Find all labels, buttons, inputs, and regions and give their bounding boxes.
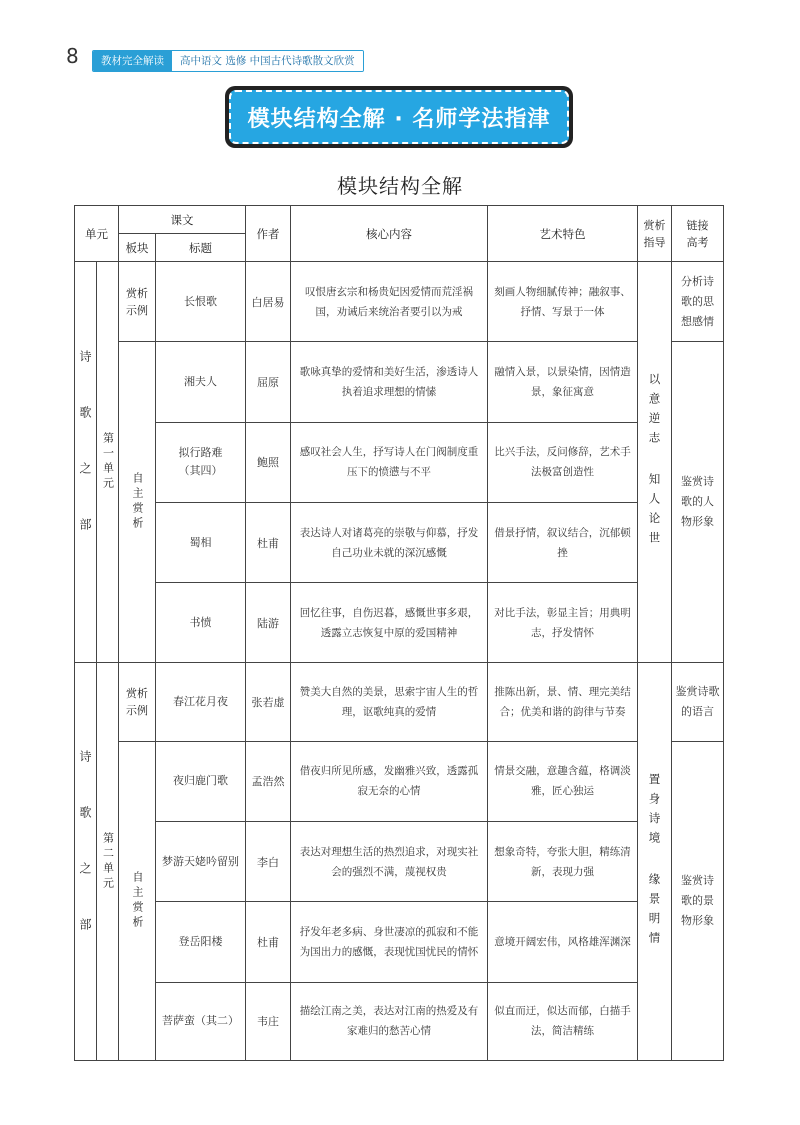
title-cell [156, 822, 246, 902]
author-cell: 李白 [246, 822, 291, 902]
unit-name: 第二单元 [101, 831, 115, 892]
guide-text: 以意逆志 知人论世 [647, 373, 662, 552]
block-label [119, 685, 155, 719]
link-line: 歌的思 [681, 294, 714, 308]
author-cell: 屈原 [246, 342, 291, 422]
table-row [75, 342, 724, 422]
poem-title: 长恨歌 [184, 294, 217, 308]
unit-name-cell [97, 262, 119, 663]
art-feature-cell: 似直而迂，似达而郁，白描手法，简洁精练 [488, 982, 638, 1060]
link-line: 想感情 [681, 314, 714, 328]
link-line: 鉴赏诗歌 [675, 685, 720, 699]
table-row [75, 902, 724, 982]
core-content-cell: 描绘江南之美，表达对江南的热爱及有家难归的愁苦心情 [291, 982, 488, 1060]
art-feature-cell: 对比手法，彰显主旨；用典明志，抒发情怀 [488, 583, 638, 663]
title-cell [156, 663, 246, 741]
poem-title: 菩萨蛮（其二） [162, 1014, 239, 1028]
block-label-line: 赏析 [126, 687, 148, 701]
author-cell: 韦庄 [246, 982, 291, 1060]
header-title: 标题 [156, 234, 246, 262]
part-name-cell [75, 262, 97, 663]
link-line: 分析诗 [681, 274, 714, 288]
title-cell [156, 422, 246, 502]
table-row [75, 982, 724, 1060]
author-cell: 白居易 [246, 262, 291, 342]
link-line: 鉴赏诗 [681, 873, 714, 887]
unit-name-cell [97, 663, 119, 1061]
art-feature-cell: 融情入景，以景染情，因情造景，象征寓意 [488, 342, 638, 422]
author-cell: 杜甫 [246, 902, 291, 982]
art-feature-cell: 刻画人物细腻传神；融叙事、抒情、写景于一体 [488, 262, 638, 342]
poem-title: 梦游天姥吟留别 [162, 854, 239, 868]
author-cell: 陆游 [246, 583, 291, 663]
art-feature-cell: 借景抒情，叙议结合，沉郁顿挫 [488, 502, 638, 582]
banner-title: 模块结构全解 · 名师学法指津 [229, 90, 569, 144]
table-body [75, 262, 724, 1061]
part-name: 诗歌之部 [78, 749, 92, 974]
block-label: 自主赏析 [131, 870, 144, 931]
table-row [75, 741, 724, 821]
block-label-line: 赏析 [126, 286, 148, 300]
title-cell [156, 502, 246, 582]
link-line: 歌的景 [681, 893, 714, 907]
header-author: 作者 [246, 206, 291, 262]
page-number: 8 [66, 44, 79, 68]
guide-cell [638, 663, 672, 1061]
header-guide-line1: 赏析 [643, 218, 666, 232]
part-name-cell [75, 663, 97, 1061]
table-row [75, 583, 724, 663]
title-cell [156, 583, 246, 663]
poem-title: （其四） [178, 464, 223, 478]
art-feature-cell: 想象奇特，夸张大胆，精练清新，表现力强 [488, 822, 638, 902]
block-cell [119, 262, 156, 342]
series-tag: 教材完全解读 [93, 51, 172, 71]
running-header [92, 50, 364, 72]
block-label [119, 285, 155, 319]
block-cell [119, 663, 156, 741]
title-cell [156, 262, 246, 342]
block-cell [119, 741, 156, 1060]
module-banner [225, 86, 573, 148]
link-cell [672, 342, 724, 663]
core-content-cell: 叹恨唐玄宗和杨贵妃因爱情而荒淫祸国，劝诫后来统治者要引以为戒 [291, 262, 488, 342]
guide-cell [638, 262, 672, 663]
art-feature-cell: 情景交融，意趣含蕴，格调淡雅，匠心独运 [488, 741, 638, 821]
core-content-cell: 表达诗人对诸葛亮的崇敬与仰慕，抒发自己功业未就的深沉感慨 [291, 502, 488, 582]
table-row [75, 502, 724, 582]
guide-text: 置身诗境 缘景明情 [647, 772, 662, 951]
author-cell: 孟浩然 [246, 741, 291, 821]
core-content-cell: 回忆往事，自伤迟暮，感慨世事多艰，透露立志恢复中原的爱国精神 [291, 583, 488, 663]
author-cell: 鲍照 [246, 422, 291, 502]
core-content-cell: 借夜归所见所感，发幽雅兴致，透露孤寂无奈的心情 [291, 741, 488, 821]
block-label-line: 示例 [126, 704, 148, 718]
author-cell: 杜甫 [246, 502, 291, 582]
poem-title: 湘夫人 [184, 374, 217, 388]
book-subtitle: 高中语文 选修 中国古代诗歌散文欣赏 [172, 51, 363, 71]
header-core: 核心内容 [291, 206, 488, 262]
link-line: 物形象 [681, 913, 714, 927]
header-link-line2: 高考 [686, 235, 709, 249]
header-link [672, 206, 724, 262]
poem-title: 夜归鹿门歌 [173, 774, 228, 788]
title-cell [156, 741, 246, 821]
table-row [75, 262, 724, 342]
header-block: 板块 [119, 234, 156, 262]
title-cell [156, 902, 246, 982]
table-row [75, 663, 724, 741]
poem-title: 春江花月夜 [173, 695, 228, 709]
header-guide-line2: 指导 [643, 235, 666, 249]
section-title: 模块结构全解 [337, 174, 463, 198]
link-cell [672, 663, 724, 741]
author-cell: 张若虚 [246, 663, 291, 741]
block-label: 自主赏析 [131, 472, 144, 533]
link-line: 物形象 [681, 515, 714, 529]
module-structure-table [74, 205, 724, 1061]
art-feature-cell: 意境开阔宏伟，风格雄浑渊深 [488, 902, 638, 982]
title-cell [156, 982, 246, 1060]
core-content-cell: 抒发年老多病、身世凄凉的孤寂和不能为国出力的感慨，表现忧国忧民的情怀 [291, 902, 488, 982]
block-label-line: 示例 [126, 303, 148, 317]
title-cell [156, 342, 246, 422]
poem-title: 书愤 [189, 615, 212, 629]
art-feature-cell: 推陈出新，景、情、理完美结合；优美和谐的韵律与节奏 [488, 663, 638, 741]
header-link-line1: 链接 [686, 218, 709, 232]
header-art: 艺术特色 [488, 206, 638, 262]
block-cell [119, 342, 156, 663]
table-row [75, 422, 724, 502]
link-cell [672, 262, 724, 342]
link-line: 的语言 [681, 705, 714, 719]
header-unit: 单元 [75, 206, 119, 262]
link-line: 歌的人 [681, 495, 714, 509]
core-content-cell: 感叹社会人生，抒写诗人在门阀制度重压下的愤懑与不平 [291, 422, 488, 502]
art-feature-cell: 比兴手法，反问修辞，艺术手法极富创造性 [488, 422, 638, 502]
poem-title: 蜀相 [189, 535, 212, 549]
table-row [75, 822, 724, 902]
header-text-group: 课文 [119, 206, 246, 234]
header-guide [638, 206, 672, 262]
part-name: 诗歌之部 [78, 350, 92, 575]
unit-name: 第一单元 [101, 432, 115, 493]
poem-title: 拟行路难 [178, 446, 223, 460]
core-content-cell: 表达对理想生活的热烈追求，对现实社会的强烈不满，蔑视权贵 [291, 822, 488, 902]
link-cell [672, 741, 724, 1060]
core-content-cell: 赞美大自然的美景，思索宇宙人生的哲理，讴歌纯真的爱情 [291, 663, 488, 741]
poem-title: 登岳阳楼 [178, 934, 223, 948]
link-line: 鉴赏诗 [681, 475, 714, 489]
core-content-cell: 歌咏真挚的爱情和美好生活，渗透诗人执着追求理想的情愫 [291, 342, 488, 422]
